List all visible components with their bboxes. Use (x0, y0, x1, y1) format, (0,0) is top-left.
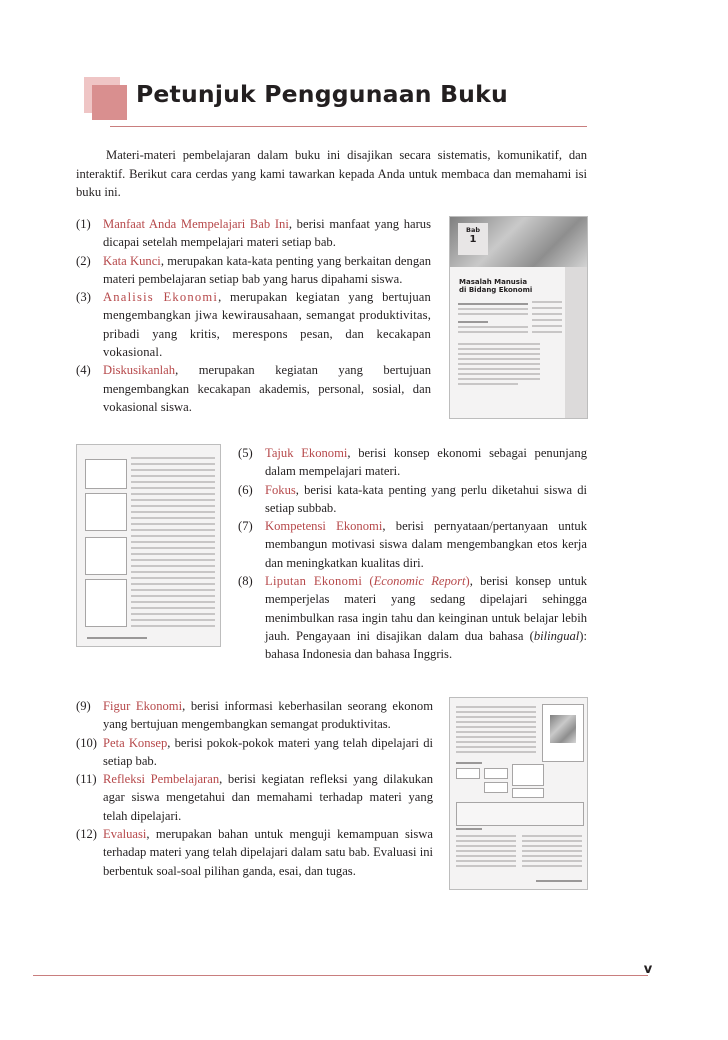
item-term-paren-close: ) (465, 574, 470, 589)
chapter-opener-thumbnail (449, 216, 588, 419)
chapter-sidebar (565, 267, 587, 419)
guide-list-1 (76, 215, 431, 416)
chapter-badge-number: 1 (469, 234, 477, 245)
item-number: (6) (238, 482, 253, 497)
evaluation-page-thumbnail (449, 697, 588, 890)
list-item (238, 481, 587, 518)
chapter-title-line-1: Masalah Manusia (459, 278, 528, 286)
list-item (76, 361, 431, 416)
item-term: Tajuk Ekonomi (265, 446, 348, 460)
item-description: , berisi konsep untuk memperjelas materi yang sedang dipelajari sehingga menimbulkan rasa ingin tahu dan keinginan untuk belajar lebih jauh. Pengayaan ini disajikan dalam dua bahasa ( (265, 574, 588, 643)
list-item (238, 572, 587, 663)
list-item (238, 517, 587, 572)
list-item (76, 770, 433, 825)
item-description: , berisi pokok-pokok materi yang telah dipelajari di setiap bab. (103, 735, 433, 768)
item-number: (11) (76, 772, 97, 787)
item-number: (9) (76, 699, 91, 713)
concept-map-node (512, 788, 544, 798)
item-number: (4) (76, 363, 91, 378)
list-item (76, 288, 431, 361)
list-item (76, 215, 431, 252)
page-title: Petunjuk Penggunaan Buku (136, 80, 508, 108)
item-term-italic: Economic Report (373, 574, 466, 589)
title-divider (110, 126, 587, 127)
item-term: Peta Konsep (103, 735, 168, 750)
guide-list-2 (238, 444, 587, 664)
item-description: , merupakan kegiatan yang bertujuan mengembangkan jiwa kewirausahaan, semangat produktivitas, pribadi yang kritis, merespons pesan, dan kecakapan vokasional. (103, 290, 431, 360)
item-number: (5) (238, 446, 253, 460)
concept-map-node (456, 768, 480, 779)
footer-divider (33, 975, 648, 976)
reflection-box (456, 802, 584, 826)
chapter-title-line-2: di Bidang Ekonomi (459, 286, 533, 294)
list-item (76, 252, 431, 289)
guide-list-3 (76, 697, 433, 880)
item-term: Fokus (265, 482, 296, 497)
item-description: , berisi kegiatan refleksi yang dilakukan agar siswa mengetahui dan memahami terhadap materi yang telah dipelajari. (103, 772, 433, 823)
item-term: Manfaat Anda Mempelajari Bab Ini (103, 217, 289, 231)
chapter-badge-label: Bab (466, 226, 480, 234)
item-description: , merupakan bahan untuk menguji kemampuan siswa terhadap materi yang telah dipelajari dalam satu bab. Evaluasi ini berbentuk soal-soal pilihan ganda, esai, dan tugas. (103, 827, 433, 878)
item-term: Figur Ekonomi (103, 699, 183, 713)
list-item (238, 444, 587, 481)
list-item (76, 697, 433, 734)
list-item (76, 825, 433, 880)
item-description: , berisi informasi keberhasilan seorang ekonom yang bertujuan mengembangkan semangat produktivitas. (103, 699, 433, 732)
item-number: (12) (76, 827, 97, 842)
item-term: Evaluasi (103, 827, 147, 842)
item-description: , berisi kata-kata penting yang perlu diketahui siswa di setiap subbab. (265, 482, 587, 515)
sidebar-box (85, 537, 127, 575)
concept-map-node (512, 764, 544, 786)
item-description-end: ): bahasa Indonesia dan bahasa Inggris. (265, 628, 587, 662)
figure-box (542, 704, 584, 762)
content-page-thumbnail (76, 444, 221, 647)
chapter-title (459, 278, 532, 294)
sidebar-box (85, 579, 127, 627)
intro-paragraph: Materi-materi pembelajaran dalam buku ini disajikan secara sistematis, komunikatif, dan interaktif. Berikut cara cerdas yang kami tawarkan kepada Anda untuk membaca dan memahami isi buku ini. (76, 148, 587, 199)
item-term: Refleksi Pembelajaran (103, 772, 220, 787)
item-number: (10) (76, 735, 97, 750)
item-term: Analisis Ekonomi (103, 290, 219, 305)
item-number: (1) (76, 217, 91, 231)
item-term: Kata Kunci (103, 253, 161, 268)
item-term: Kompetensi Ekonomi (265, 519, 383, 534)
item-number: (8) (238, 574, 253, 589)
list-item (76, 734, 433, 771)
item-description: , berisi konsep ekonomi sebagai penunjang dalam mempelajari materi. (265, 446, 587, 479)
item-number: (7) (238, 519, 253, 534)
sidebar-box (85, 493, 127, 531)
item-description: , merupakan kegiatan yang bertujuan mengembangkan kecakapan akademis, personal, sosial, dan vokasional siswa. (103, 363, 431, 414)
item-description-italic: bilingual (533, 628, 580, 643)
page-number: v (643, 962, 653, 977)
item-number: (2) (76, 253, 91, 268)
chapter-badge (458, 223, 488, 255)
item-term: Liputan Ekonomi (265, 574, 363, 589)
sidebar-box (85, 459, 127, 489)
concept-map-node (484, 782, 508, 793)
item-number: (3) (76, 290, 92, 305)
item-term: Diskusikanlah (103, 363, 176, 378)
item-term-paren-open: ( (362, 574, 374, 589)
title-square-front (92, 85, 127, 120)
item-description: , berisi pernyataan/pertanyaan untuk membangun motivasi siswa dalam mengembangkan etos kerja dan meningkatkan kualitas diri. (265, 519, 587, 570)
item-description: , berisi manfaat yang harus dicapai setelah mempelajari materi setiap bab. (103, 217, 431, 250)
concept-map-node (484, 768, 508, 779)
item-description: , merupakan kata-kata penting yang berkaitan dengan materi pembelajaran setiap bab yang harus dipahami siswa. (103, 253, 432, 286)
